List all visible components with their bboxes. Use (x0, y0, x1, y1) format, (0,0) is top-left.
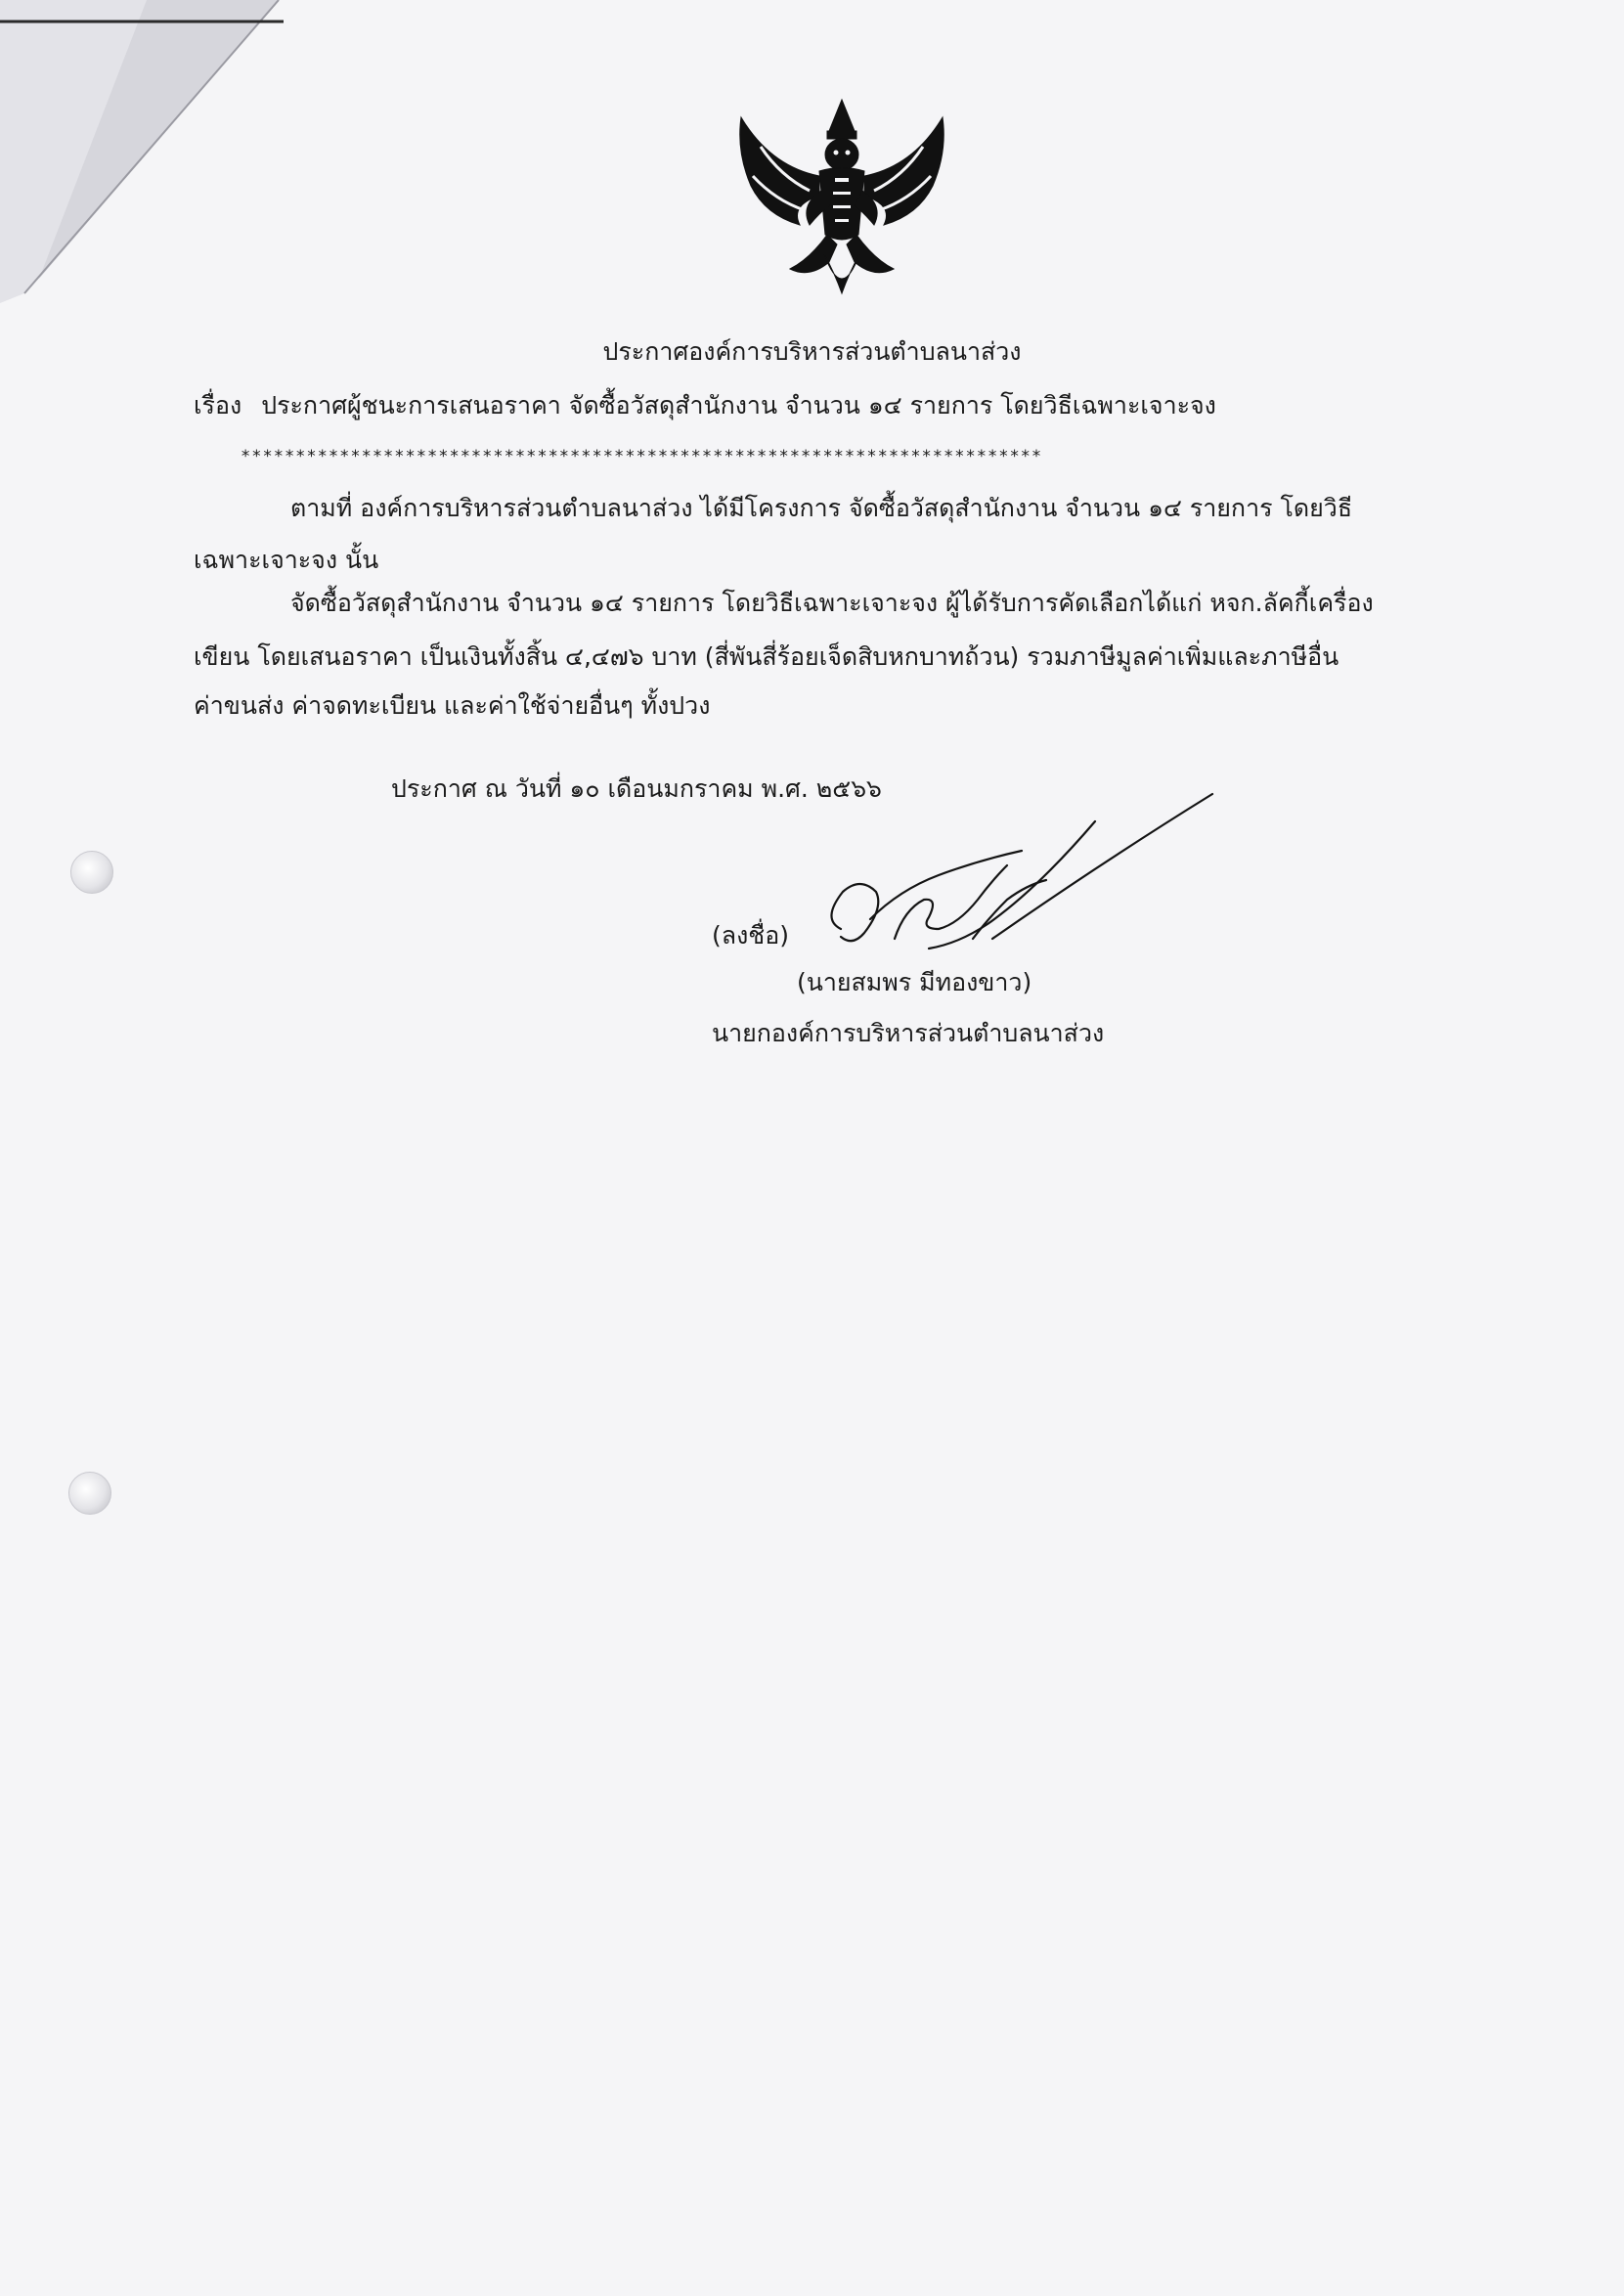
subject-label: เรื่อง (194, 391, 242, 419)
signer-position: นายกองค์การบริหารส่วนตำบลนาส่วง (712, 1019, 1105, 1047)
paragraph-2-line-1: จัดซื้อวัสดุสำนักงาน จำนวน ๑๔ รายการ โดยวิธีเฉพาะเจาะจง ผู้ได้รับการคัดเลือกได้แก่ หจก.ลัคกี้เครื่อง (290, 589, 1374, 617)
signed-label: (ลงชื่อ) (712, 921, 790, 949)
paragraph-1-line-1: ตามที่ องค์การบริหารส่วนตำบลนาส่วง ได้มีโครงการ จัดซื้อวัสดุสำนักงาน จำนวน ๑๔ รายการ โดยวิธี (290, 494, 1353, 522)
document-title: ประกาศองค์การบริหารส่วนตำบลนาส่วง (602, 337, 1022, 366)
handwritten-signature (782, 782, 1222, 968)
paragraph-2-line-3: ค่าขนส่ง ค่าจดทะเบียน และค่าใช้จ่ายอื่นๆ ทั้งปวง (194, 691, 711, 720)
page-fold-shadow (0, 0, 293, 313)
paragraph-1-line-2: เฉพาะเจาะจง นั้น (194, 546, 379, 574)
paragraph-2-line-2: เขียน โดยเสนอราคา เป็นเงินทั้งสิ้น ๔,๔๗๖ บาท (สี่พันสี่ร้อยเจ็ดสิบหกบาทถ้วน) รวมภาษีมูลค่าเพิ่มและภาษีอื่น (194, 642, 1339, 671)
subject-line (194, 389, 1216, 422)
signer-name: (นายสมพร มีทองขาว) (797, 968, 1032, 996)
punch-hole-top (70, 851, 113, 894)
announcement-date: ประกาศ ณ วันที่ ๑๐ เดือนมกราคม พ.ศ. ๒๕๖๖ (391, 774, 882, 803)
subject-text: ประกาศผู้ชนะการเสนอราคา จัดซื้อวัสดุสำนักงาน จำนวน ๑๔ รายการ โดยวิธีเฉพาะเจาะจง (261, 391, 1216, 419)
garuda-emblem-icon (731, 98, 952, 305)
punch-hole-bottom (68, 1472, 111, 1515)
separator-line: ************************************************************************* (241, 447, 1043, 466)
